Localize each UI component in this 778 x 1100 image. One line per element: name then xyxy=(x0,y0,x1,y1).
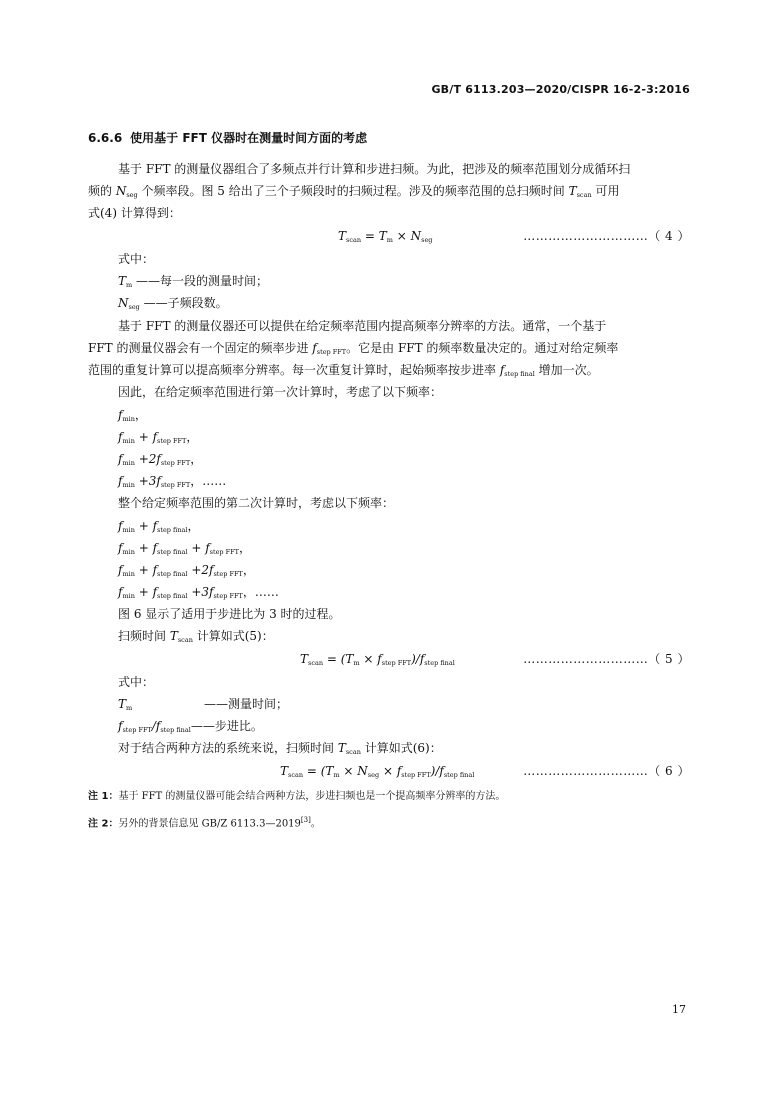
paragraph-line: 式(4) 计算得到： xyxy=(88,206,181,220)
symbol-definition: $T_m$ ——每一段的测量时间； xyxy=(118,274,269,289)
frequency-list-item: $f_{min} + f_{step final}$， xyxy=(118,519,200,534)
citation-ref[interactable]: [3] xyxy=(300,816,311,824)
equation-number: …………………………（ 4 ） xyxy=(523,229,690,243)
section-title: 使用基于 FFT 仪器时在测量时间方面的考虑 xyxy=(130,131,368,145)
note-2: 注 2：另外的背景信息见 GB/Z 6113.3—2019[3]。 xyxy=(88,816,321,830)
frequency-list-item: $f_{min} + f_{step final} +2f_{step FFT}$， xyxy=(118,563,255,578)
equation-5: $T_{scan} = (T_m \times f_{step FFT})/f_{step final}$ xyxy=(300,652,455,667)
paragraph-line: 基于 FFT 的测量仪器组合了多频点并行计算和步进扫频。为此，把涉及的频率范围划分成循环扫 xyxy=(118,162,631,176)
equation-4: $T_{scan} = T_m \times N_{seg}$ xyxy=(338,229,433,244)
equation-number: …………………………（ 5 ） xyxy=(523,652,690,666)
equation-number: …………………………（ 6 ） xyxy=(523,764,690,778)
where-label: 式中： xyxy=(118,675,155,689)
paragraph-line: 基于 FFT 的测量仪器还可以提供在给定频率范围内提高频率分辨率的方法。通常，一个基于 xyxy=(118,319,607,333)
paragraph-line: 对于结合两种方法的系统来说，扫频时间 $T_{scan}$ 计算如式(6)： xyxy=(118,741,442,756)
frequency-list-item: $f_{min} +3f_{step FFT}$，…… xyxy=(118,474,227,489)
equation-6: $T_{scan} = (T_m \times N_{seg} \times f_{step FFT})/f_{step final}$ xyxy=(280,764,475,779)
page-number: 17 xyxy=(672,1003,686,1016)
paragraph-line: 频的 $N_{seg}$ 个频率段。图 5 给出了三个子频段时的扫频过程。涉及的频率范围的总扫频时间 $T_{scan}$ 可用 xyxy=(88,184,620,199)
paragraph-line: 因此，在给定频率范围进行第一次计算时，考虑了以下频率： xyxy=(118,385,443,399)
symbol-definition: $T_m$ ——测量时间； xyxy=(118,697,289,712)
where-label: 式中： xyxy=(118,252,155,266)
frequency-list-item: $f_{min}$， xyxy=(118,408,147,423)
frequency-list-item: $f_{min} + f_{step final} + f_{step FFT}$， xyxy=(118,541,252,556)
paragraph-line: 范围的重复计算可以提高频率分辨率。每一次重复计算时，起始频率按步进率 $f_{step final}$ 增加一次。 xyxy=(88,363,599,378)
paragraph-line: 图 6 显示了适用于步进比为 3 时的过程。 xyxy=(118,607,341,621)
frequency-list-item: $f_{min} + f_{step FFT}$， xyxy=(118,430,199,445)
symbol-definition: $N_{seg}$ ——子频段数。 xyxy=(118,296,228,311)
paragraph-line: 整个给定频率范围的第二次计算时，考虑以下频率： xyxy=(118,496,395,510)
paragraph-line: FFT 的测量仪器会有一个固定的频率步进 $f_{step FFT}$。它是由 FFT 的频率数量决定的。通过对给定频率 xyxy=(88,341,619,356)
paragraph-line: 扫频时间 $T_{scan}$ 计算如式(5)： xyxy=(118,629,274,644)
section-heading xyxy=(88,129,367,146)
section-number: 6.6.6 xyxy=(88,131,123,145)
frequency-list-item: $f_{min} +2f_{step FFT}$， xyxy=(118,452,203,467)
note-1: 注 1：基于 FFT 的测量仪器可能会结合两种方法，步进扫频也是一个提高频率分辨率的方法。 xyxy=(88,791,506,802)
standard-header: GB/T 6113.203—2020/CISPR 16-2-3:2016 xyxy=(431,83,690,96)
frequency-list-item: $f_{min} + f_{step final} +3f_{step FFT}$，…… xyxy=(118,585,279,600)
symbol-definition: $f_{step FFT}/f_{step final}——$步进比。 xyxy=(118,719,263,734)
